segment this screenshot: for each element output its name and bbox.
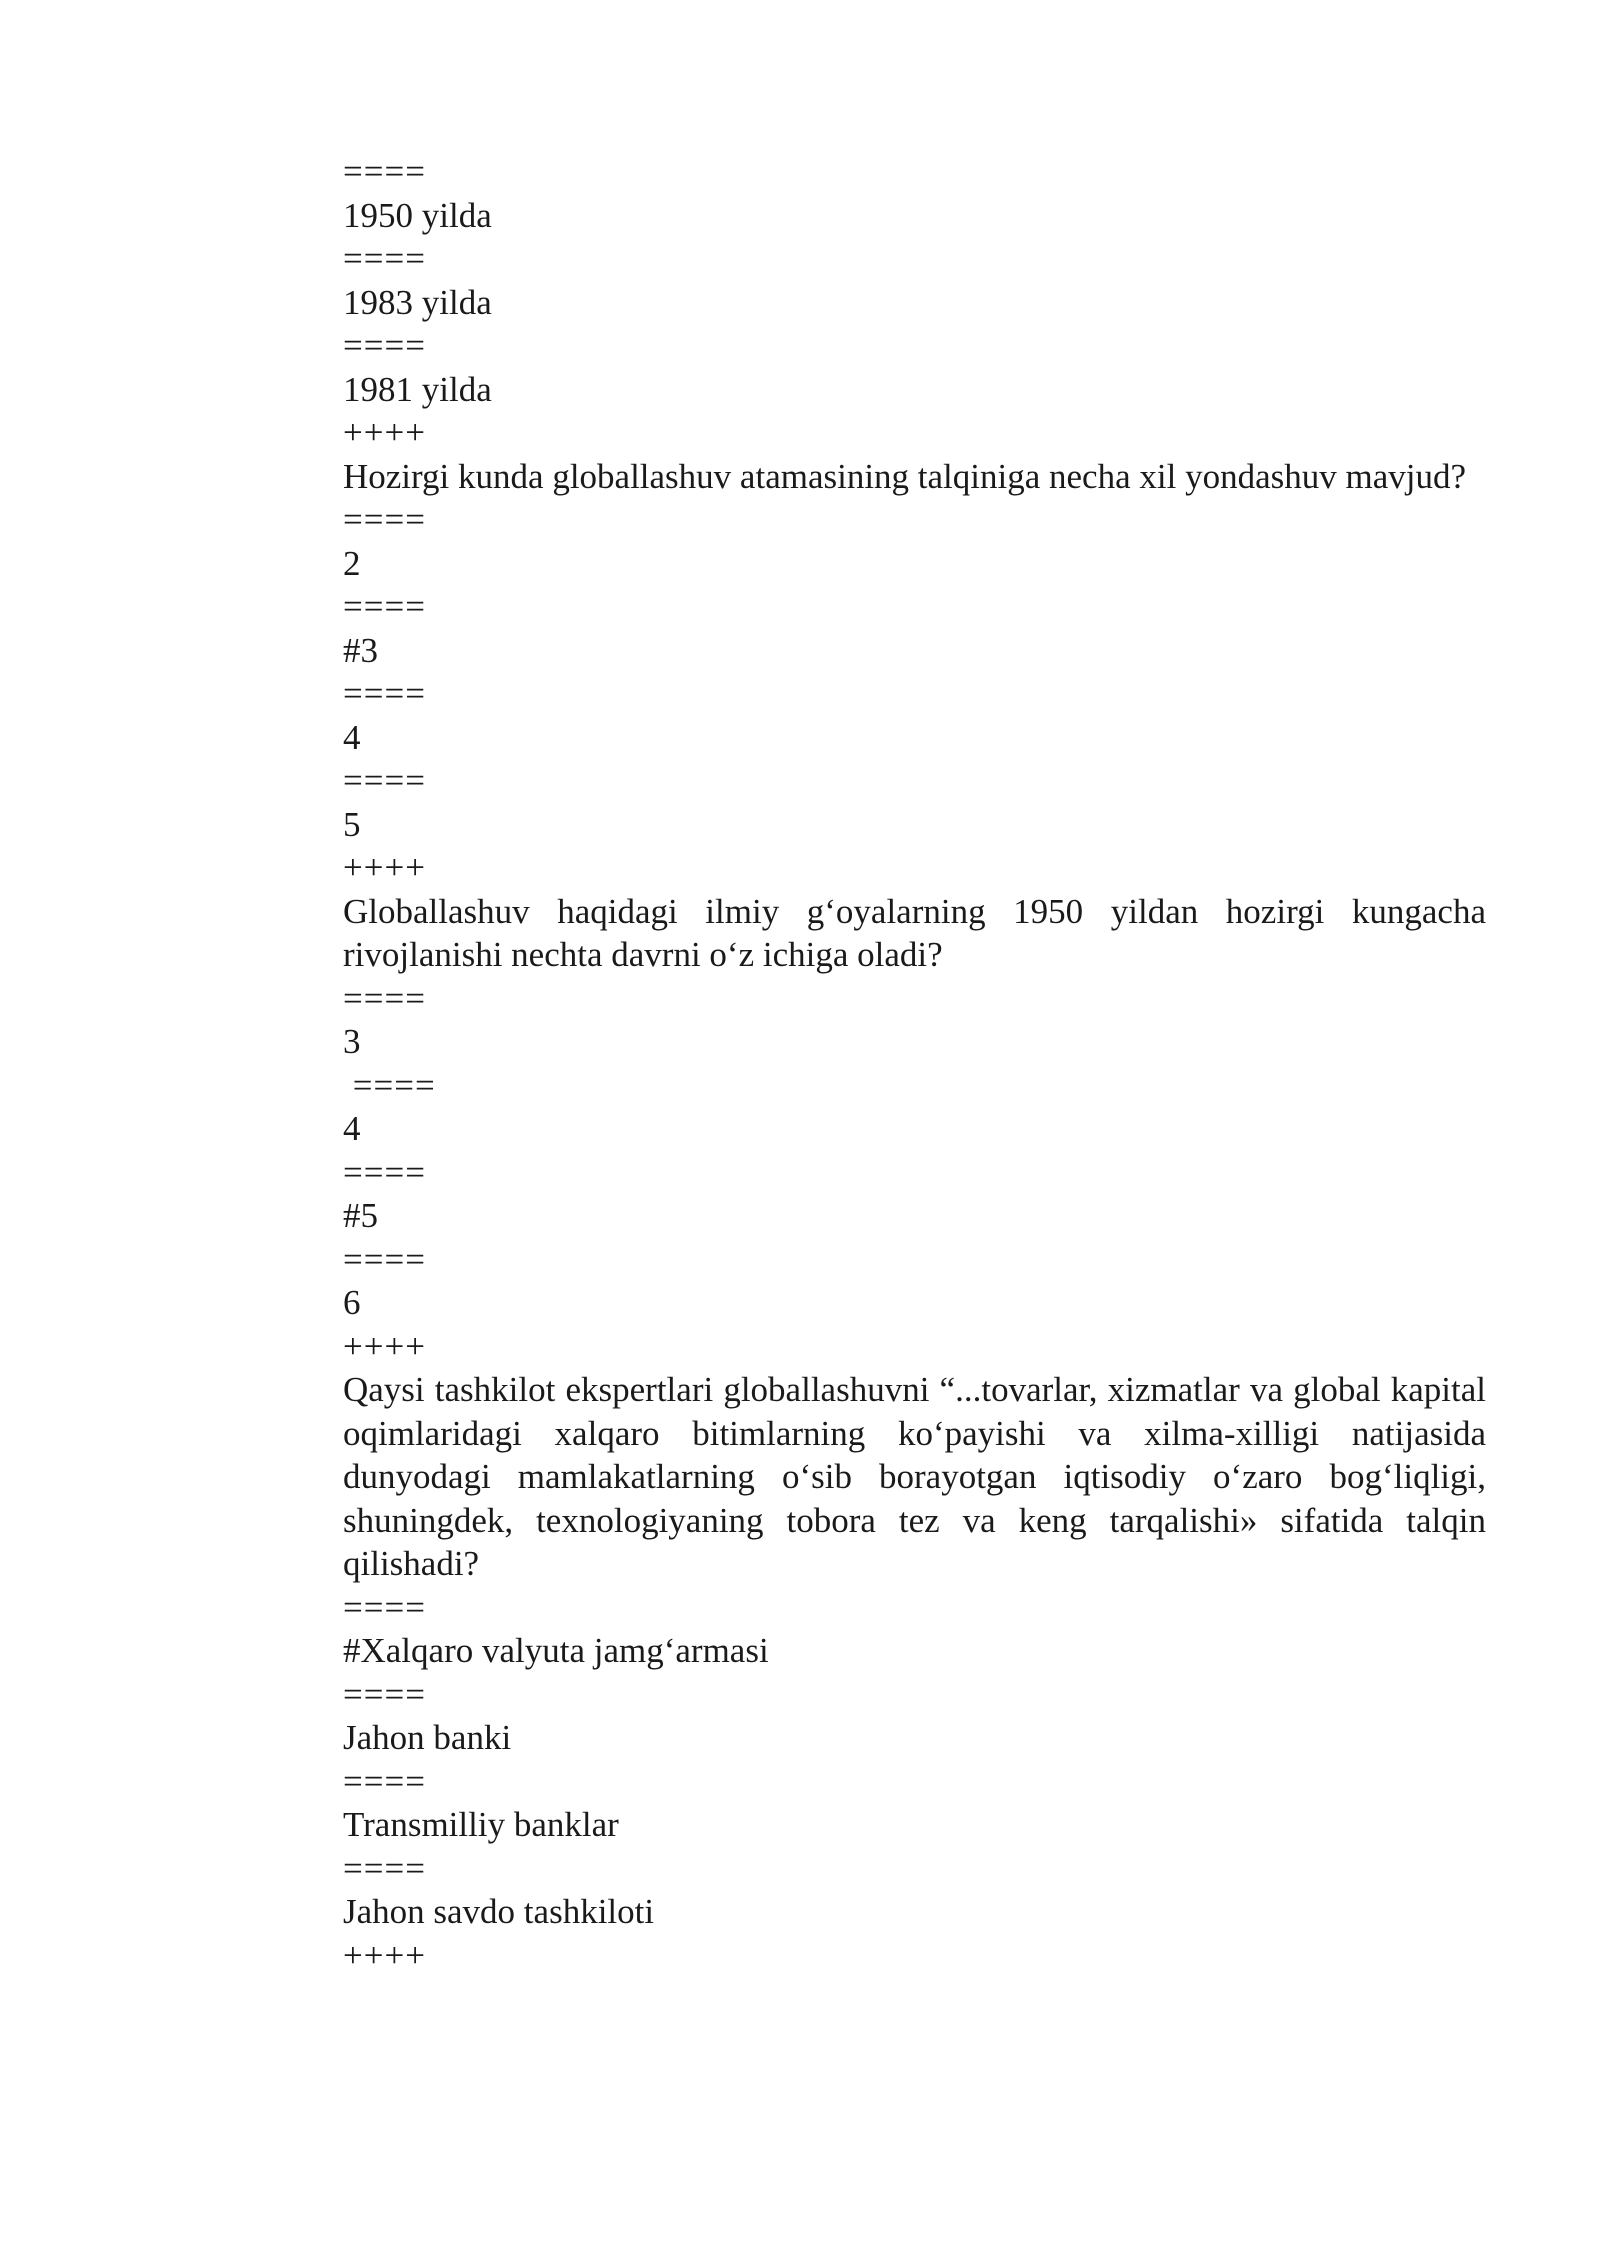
question-text: Globallashuv haqidagi ilmiy g‘oyalarning 1950 yildan hozirgi kungacha rivojlanishi nechta davrni o‘z ichiga oladi? (343, 891, 1495, 974)
document-page (343, 150, 1495, 1977)
question-text: Hozirgi kunda globallashuv atamasining talqiniga necha xil yondashuv mavjud? (343, 456, 1466, 496)
separator-line: ==== (343, 239, 426, 278)
answer-option-correct: #3 (343, 630, 378, 670)
answer-option: 2 (343, 543, 361, 583)
question-delimiter: ++++ (343, 1326, 426, 1366)
answer-option: 5 (343, 804, 361, 844)
answer-option: 4 (343, 717, 361, 757)
separator-line: ==== (343, 1152, 426, 1192)
question-text: Qaysi tashkilot ekspertlari globallashuvni “...tovarlar, xizmatlar va global kapital oqimlaridagi xalqaro bitimlarning ko‘payishi va xilma-xilligi natijasida dunyodagi mamlakatlarning o‘sib borayotgan iqtisodiy o‘zaro bog‘liqligi, shuningdek, texnologiyaning tobora tez va keng tarqalishi» sifatida talqin qilishadi? (343, 1370, 1495, 1583)
question-delimiter: ++++ (343, 413, 426, 452)
answer-option-correct: #5 (343, 1196, 378, 1235)
separator-line: ==== (343, 1848, 426, 1888)
separator-line: ==== (343, 978, 426, 1018)
separator-line: ==== (343, 1239, 426, 1279)
question-delimiter: ++++ (343, 1935, 426, 1975)
answer-option: 1983 yilda (343, 282, 492, 322)
separator-line: ==== (343, 674, 426, 713)
answer-option: 1981 yilda (343, 369, 492, 409)
separator-line: ==== (343, 1761, 426, 1801)
separator-line: ==== (343, 1587, 426, 1627)
separator-line: ==== (343, 587, 426, 626)
answer-option: 4 (343, 1109, 361, 1148)
answer-option-correct: #Xalqaro valyuta jamg‘armasi (343, 1631, 769, 1670)
separator-line: ==== (343, 761, 426, 800)
answer-option: Jahon banki (343, 1718, 512, 1757)
answer-option: 1950 yilda (343, 195, 492, 235)
answer-option: 6 (343, 1283, 361, 1322)
separator-line: ==== (343, 152, 426, 191)
separator-line: ==== (343, 1065, 436, 1105)
question-delimiter: ++++ (343, 848, 426, 887)
answer-option: 3 (343, 1022, 361, 1061)
separator-line: ==== (343, 326, 426, 365)
answer-option: Transmilliy banklar (343, 1805, 619, 1844)
separator-line: ==== (343, 500, 426, 539)
separator-line: ==== (343, 1674, 426, 1714)
answer-option: Jahon savdo tashkiloti (343, 1892, 655, 1931)
